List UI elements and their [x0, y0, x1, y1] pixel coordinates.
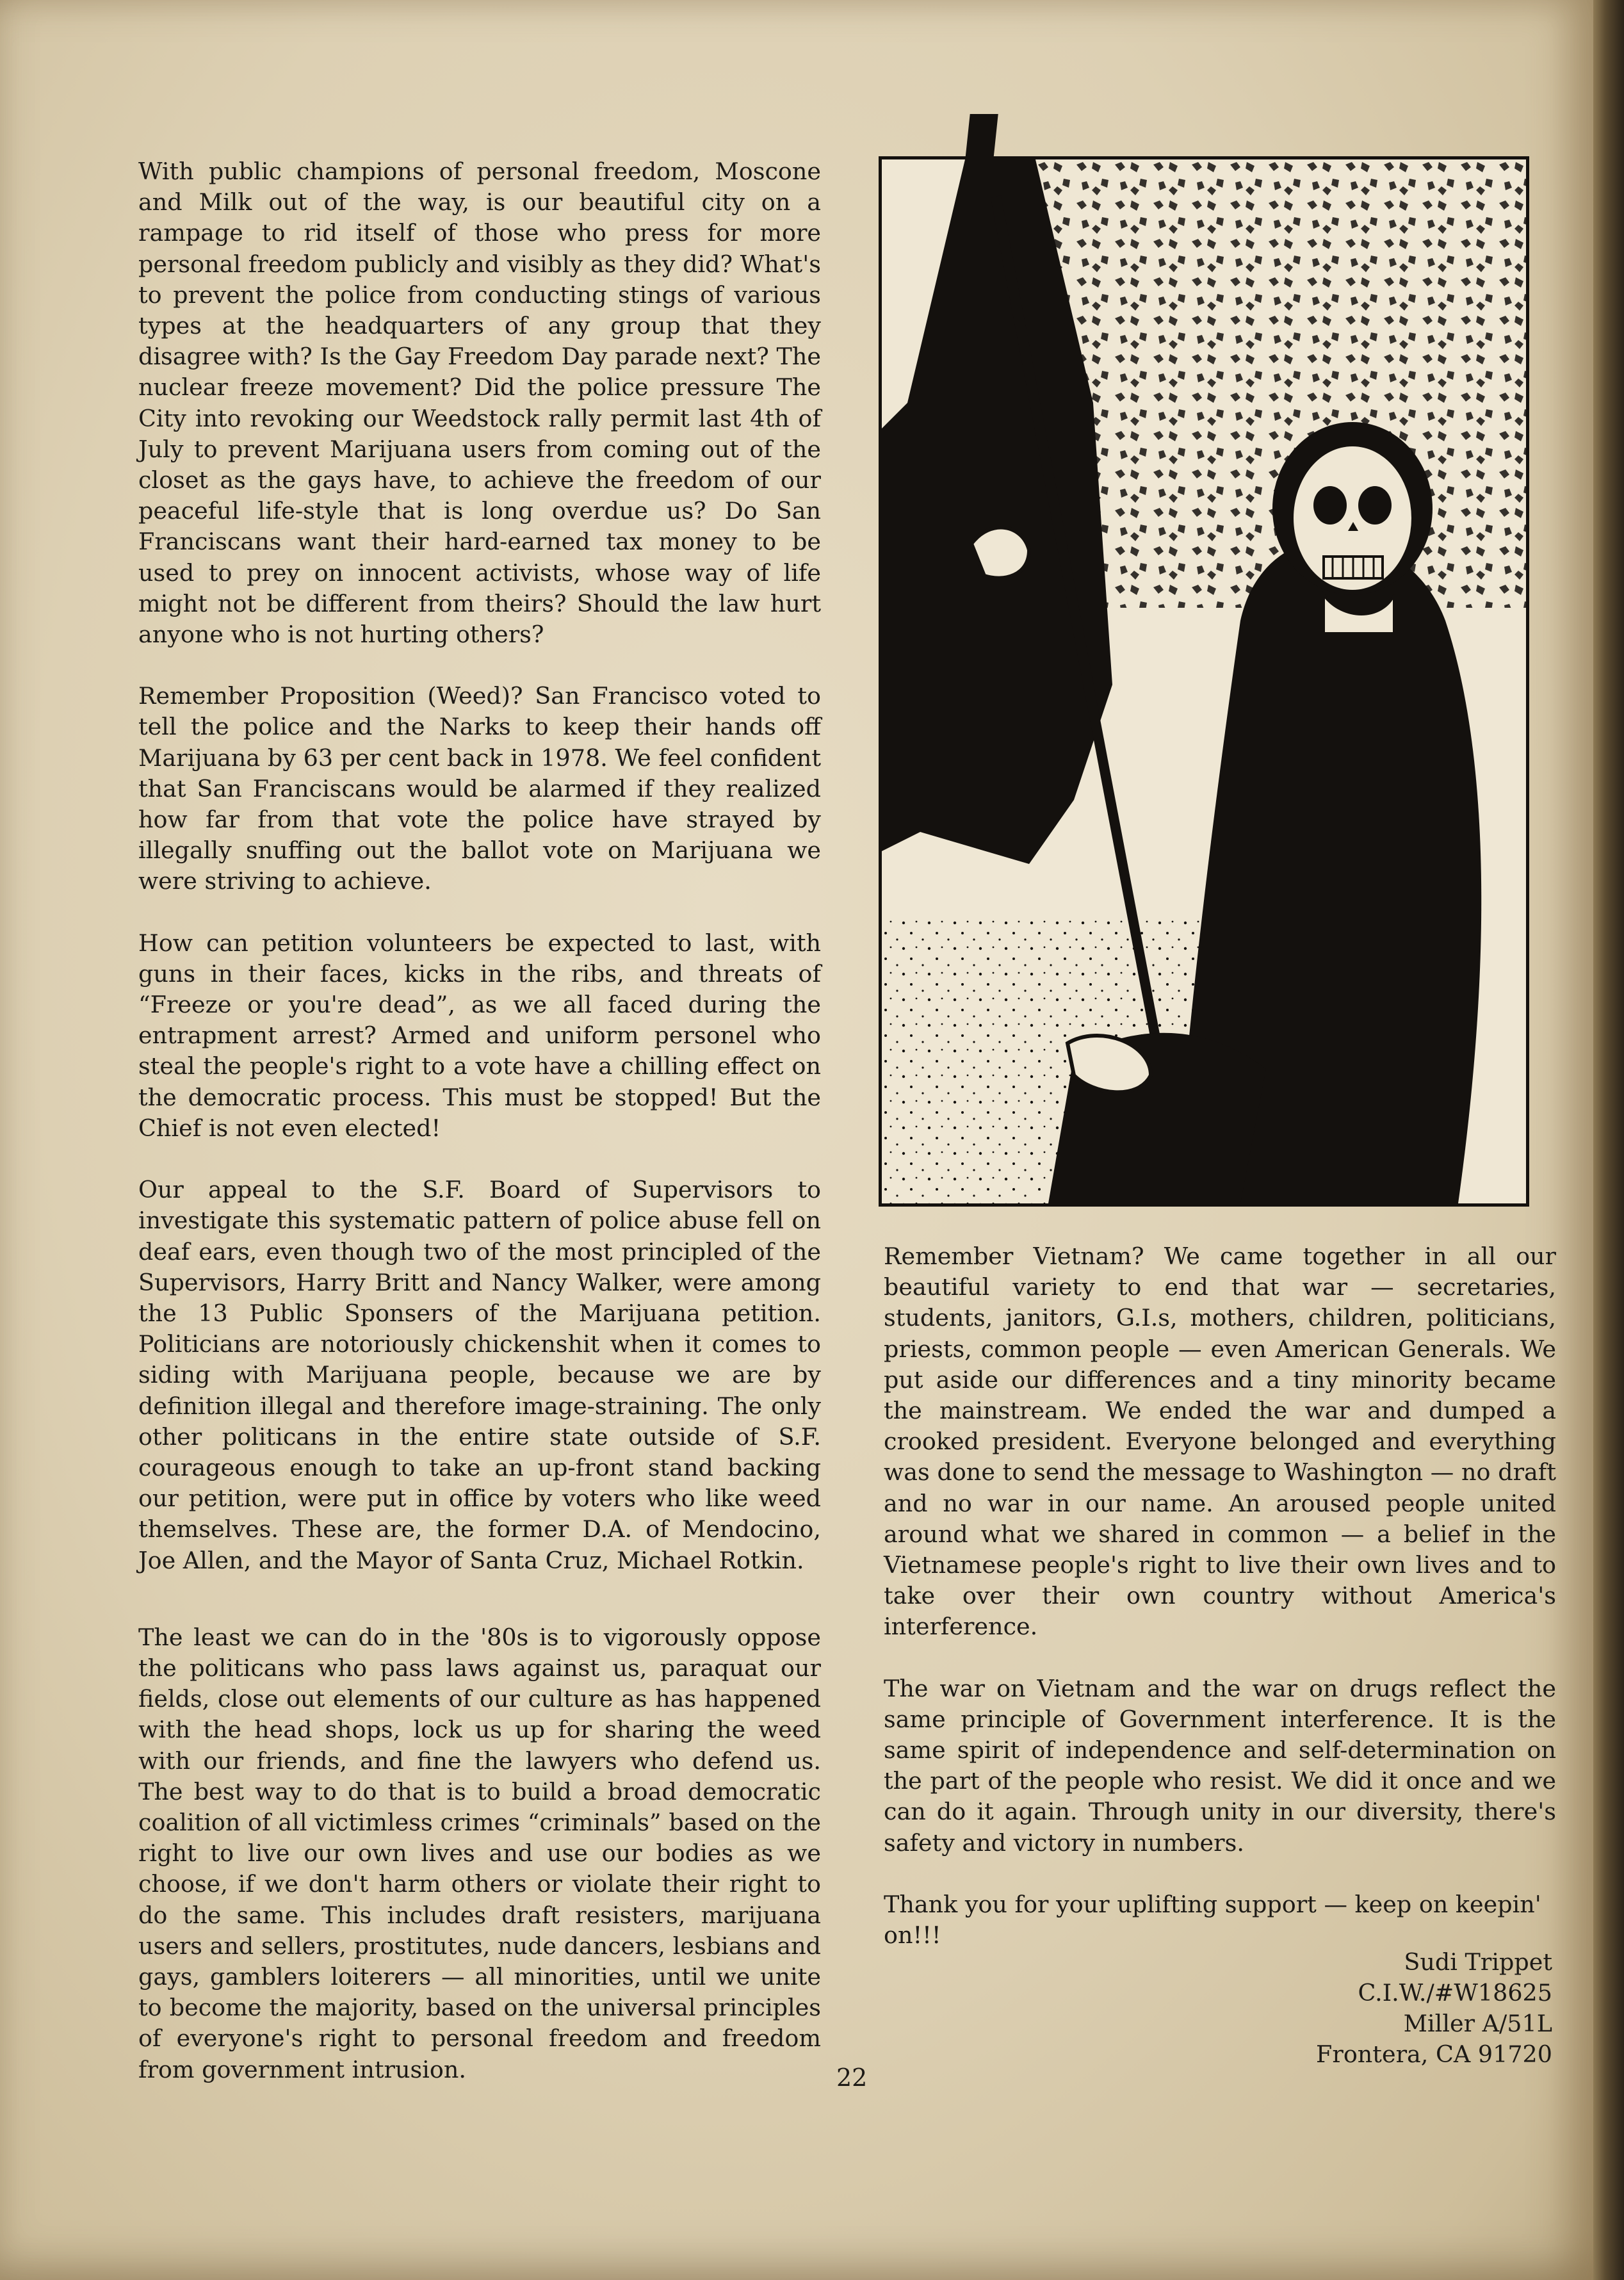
- paragraph: Our appeal to the S.F. Board of Supervisors to investigate this systematic pattern of police abuse fell on deaf ears, even though two of the most principled of the Supervisors, Harry Britt and Nancy Walker, were among the 13 Public Sponsers of the Marijuana petition. Politicians are notoriously chickenshit when it comes to siding with Marijuana people, because we are by definition illegal and therefore image-straining. The only other politicans in the entire state outside of S.F. courageous enough to take an up-front stand backing our petition, were put in office by voters who like weed themselves. These are, the former D.A. of Mendocino, Joe Allen, and the Mayor of Santa Cruz, Michael Rotkin.: [138, 1176, 821, 1574]
- photo-svg: [882, 159, 1526, 1203]
- author-id: C.I.W./#W18625: [1358, 1979, 1552, 2007]
- paragraph: With public champions of personal freedom, Moscone and Milk out of the way, is our beautiful city on a rampage to rid itself of those who press for more personal freedom publicly and visibly as they did? What's to prevent the police from conducting stings of various types at the headquarters of any group that they disagree with? Is the Gay Freedom Day parade next? The nuclear freeze movement? Did the police pressure The City into revoking our Weedstock rally permit last 4th of July to prevent Marijuana users from coming out of the closet as the gays have, to achieve the freedom of our peaceful life-style that is long overdue us? Do San Franciscans want their hard-earned tax money to be used to prey on innocent activists, whose way of life might not be different from theirs? Should the law hurt anyone who is not hurting others?: [138, 158, 821, 649]
- author-city: Frontera, CA 91720: [1316, 2040, 1552, 2068]
- paragraph: Thank you for your uplifting support — keep on keepin' on!!!: [884, 1890, 1541, 1950]
- page-number: 22: [836, 2064, 868, 2092]
- author-name: Sudi Trippet: [1404, 1948, 1552, 1976]
- paragraph: Remember Proposition (Weed)? San Francisco voted to tell the police and the Narks to keep their hands off Marijuana by 63 per cent back in 1978. We feel confident that San Franciscans would be alarmed if they realized how far from that vote the police have strayed by illegally snuffing out the ballot vote on Marijuana we were striving to achieve.: [138, 682, 821, 895]
- paragraph: How can petition volunteers be expected to last, with guns in their faces, kicks in the ribs, and threats of “Freeze or you're dead”, as we all faced during the entrapment arrest? Armed and uniform personel who steal the people's right to a vote have a chilling effect on the democratic process. This must be stopped! But the Chief is not even elected!: [138, 929, 821, 1142]
- page-binding-edge: [1593, 0, 1624, 2280]
- right-column: [884, 1241, 1556, 1951]
- paragraph: The least we can do in the '80s is to vigorously oppose the politicans who pass laws against us, paraquat our fields, close out elements of our culture as has happened with the head shops, lock us up for sharing the weed with our friends, and fine the lawyers who defend us. The best way to do that is to build a broad democratic coalition of all victimless crimes “criminals” based on the right to live our own lives and use our bodies as we choose, if we don't harm others or violate their right to do the same. This includes draft resisters, marijuana users and sellers, prostitutes, nude dancers, lesbians and gays, gamblers loiterers — all minorities, until we unite to become the majority, based on the universal principles of everyone's right to personal freedom and freedom from government intrusion.: [138, 1623, 821, 2083]
- author-unit: Miller A/51L: [1403, 2010, 1552, 2037]
- paragraph: The war on Vietnam and the war on drugs reflect the same principle of Government interference. It is the same spirit of independence and self-determination on the part of the people who resist. We did it once and we can do it again. Through unity in our diversity, there's safety and victory in numbers.: [884, 1674, 1556, 1857]
- skeleton-with-flag-illustration: [879, 156, 1529, 1207]
- left-column: [138, 156, 821, 2085]
- paragraph: Remember Vietnam? We came together in all our beautiful variety to end that war — secretaries, students, janitors, G.I.s, mothers, children, politicians, priests, common people — even American Generals. We put aside our differences and a tiny minority became the mainstream. We ended the war and dumped a crooked president. Everyone belonged and everything was done to send the message to Washington — no draft and no war in our name. An aroused people united around what we shared in common — a belief in the Vietnamese people's right to live their own lives and to take over their own country without America's interference.: [884, 1242, 1556, 1641]
- author-signature-block: [1217, 1947, 1552, 2070]
